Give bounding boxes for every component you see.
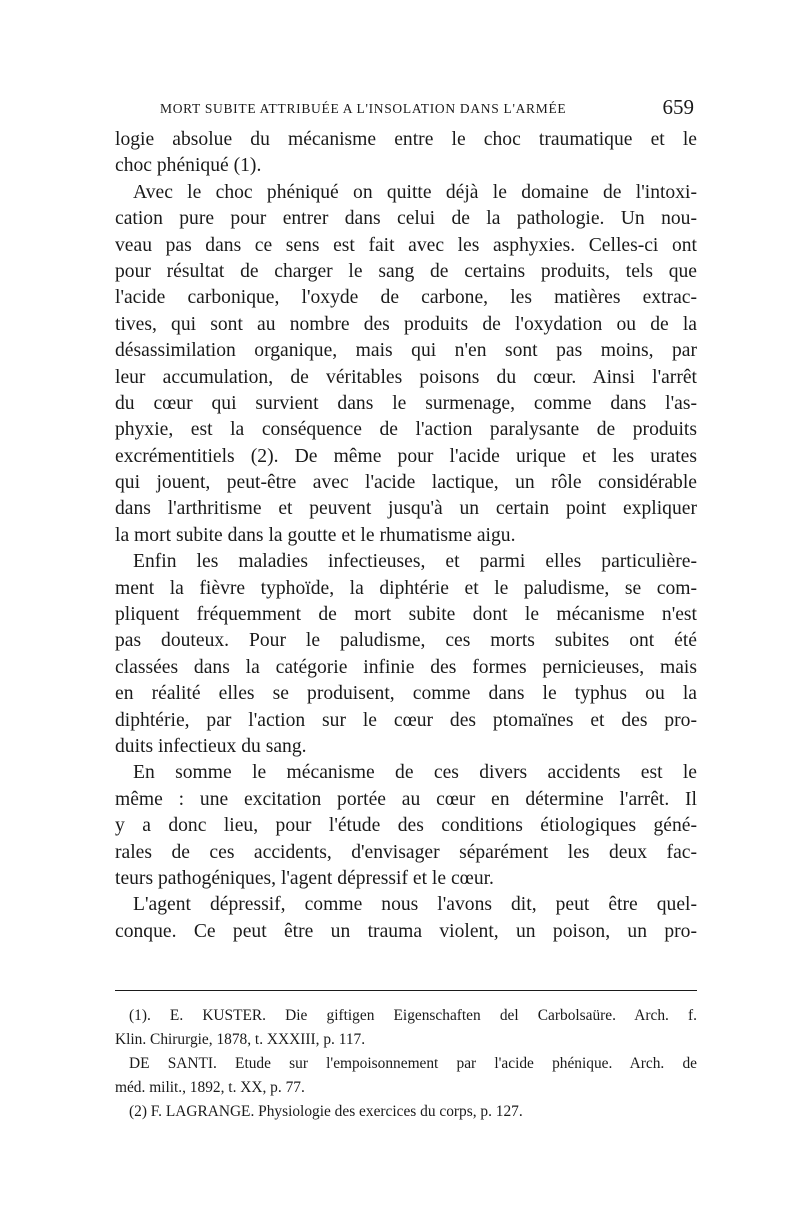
- footnote-line: (1). E. KUSTER. Die giftigen Eigenschaften del Carbolsaüre. Arch. f.: [129, 1007, 697, 1024]
- text-line: diphtérie, par l'action sur le cœur des ptomaïnes et des pro-: [115, 709, 697, 731]
- text-line: pliquent fréquemment de mort subite dont le mécanisme n'est: [115, 604, 697, 626]
- paragraph-first-line: L'agent dépressif, comme nous l'avons dit, peut être quel-: [133, 894, 697, 916]
- footnote-rule: [115, 990, 697, 991]
- text-line: rales de ces accidents, d'envisager séparément les deux fac-: [115, 841, 697, 863]
- text-line: leur accumulation, de véritables poisons du cœur. Ainsi l'arrêt: [115, 366, 697, 388]
- running-head: [160, 95, 700, 125]
- text-line: en réalité elles se produisent, comme dans le typhus ou la: [115, 683, 697, 705]
- text-line: la mort subite dans la goutte et le rhumatisme aigu.: [115, 524, 516, 546]
- footnote-line: (2) F. LAGRANGE. Physiologie des exercices du corps, p. 127.: [129, 1103, 523, 1120]
- paragraph-first-line: Enfin les maladies infectieuses, et parmi elles particulière-: [133, 551, 697, 573]
- text-line: l'acide carbonique, l'oxyde de carbone, les matières extrac-: [115, 287, 697, 309]
- text-line: qui jouent, peut-être avec l'acide lactique, un rôle considérable: [115, 472, 697, 494]
- text-line: tives, qui sont au nombre des produits de l'oxydation ou de la: [115, 313, 697, 335]
- text-line: désassimilation organique, mais qui n'en sont pas moins, par: [115, 340, 697, 362]
- footnote-line: Klin. Chirurgie, 1878, t. XXXIII, p. 117.: [115, 1031, 366, 1048]
- text-line: cation pure pour entrer dans celui de la pathologie. Un nou-: [115, 208, 697, 230]
- text-line: logie absolue du mécanisme entre le choc traumatique et le: [115, 129, 697, 150]
- text-line: excrémentitiels (2). De même pour l'acide urique et les urates: [115, 445, 697, 467]
- footnotes: [115, 1004, 697, 1124]
- footnote-line: méd. milit., 1892, t. XX, p. 77.: [115, 1079, 305, 1096]
- text-line: pas douteux. Pour le paludisme, ces morts subites ont été: [115, 630, 697, 652]
- text-line: classées dans la catégorie infinie des formes pernicieuses, mais: [115, 656, 697, 678]
- text-line: y a donc lieu, pour l'étude des conditions étiologiques géné-: [115, 815, 697, 837]
- text-line: du cœur qui survient dans le surmenage, comme dans l'as-: [115, 392, 697, 414]
- text-line: dans l'arthritisme et peuvent jusqu'à un certain point expliquer: [115, 498, 697, 520]
- body-text: [115, 127, 697, 945]
- running-title: MORT SUBITE ATTRIBUÉE A L'INSOLATION DANS L'ARMÉE: [160, 101, 567, 116]
- footnote-line: DE SANTI. Etude sur l'empoisonnement par l'acide phénique. Arch. de: [129, 1055, 697, 1072]
- text-line: même : une excitation portée au cœur en détermine l'arrêt. Il: [115, 788, 697, 810]
- text-line: veau pas dans ce sens est fait avec les asphyxies. Celles-ci ont: [115, 234, 697, 256]
- text-line: teurs pathogéniques, l'agent dépressif et le cœur.: [115, 867, 494, 889]
- text-line: ment la fièvre typhoïde, la diphtérie et le paludisme, se com-: [115, 577, 697, 599]
- paragraph-first-line: Avec le choc phéniqué on quitte déjà le domaine de l'intoxi-: [133, 181, 697, 203]
- paragraph-first-line: En somme le mécanisme de ces divers accidents est le: [133, 762, 697, 784]
- text-line: pour résultat de charger le sang de certains produits, tels que: [115, 260, 697, 282]
- text-line: choc phéniqué (1).: [115, 155, 262, 177]
- text-line: phyxie, est la conséquence de l'action paralysante de produits: [115, 419, 697, 441]
- text-line: duits infectieux du sang.: [115, 735, 307, 757]
- text-line: conque. Ce peut être un trauma violent, un poison, un pro-: [115, 920, 697, 942]
- page-number: 659: [662, 95, 694, 119]
